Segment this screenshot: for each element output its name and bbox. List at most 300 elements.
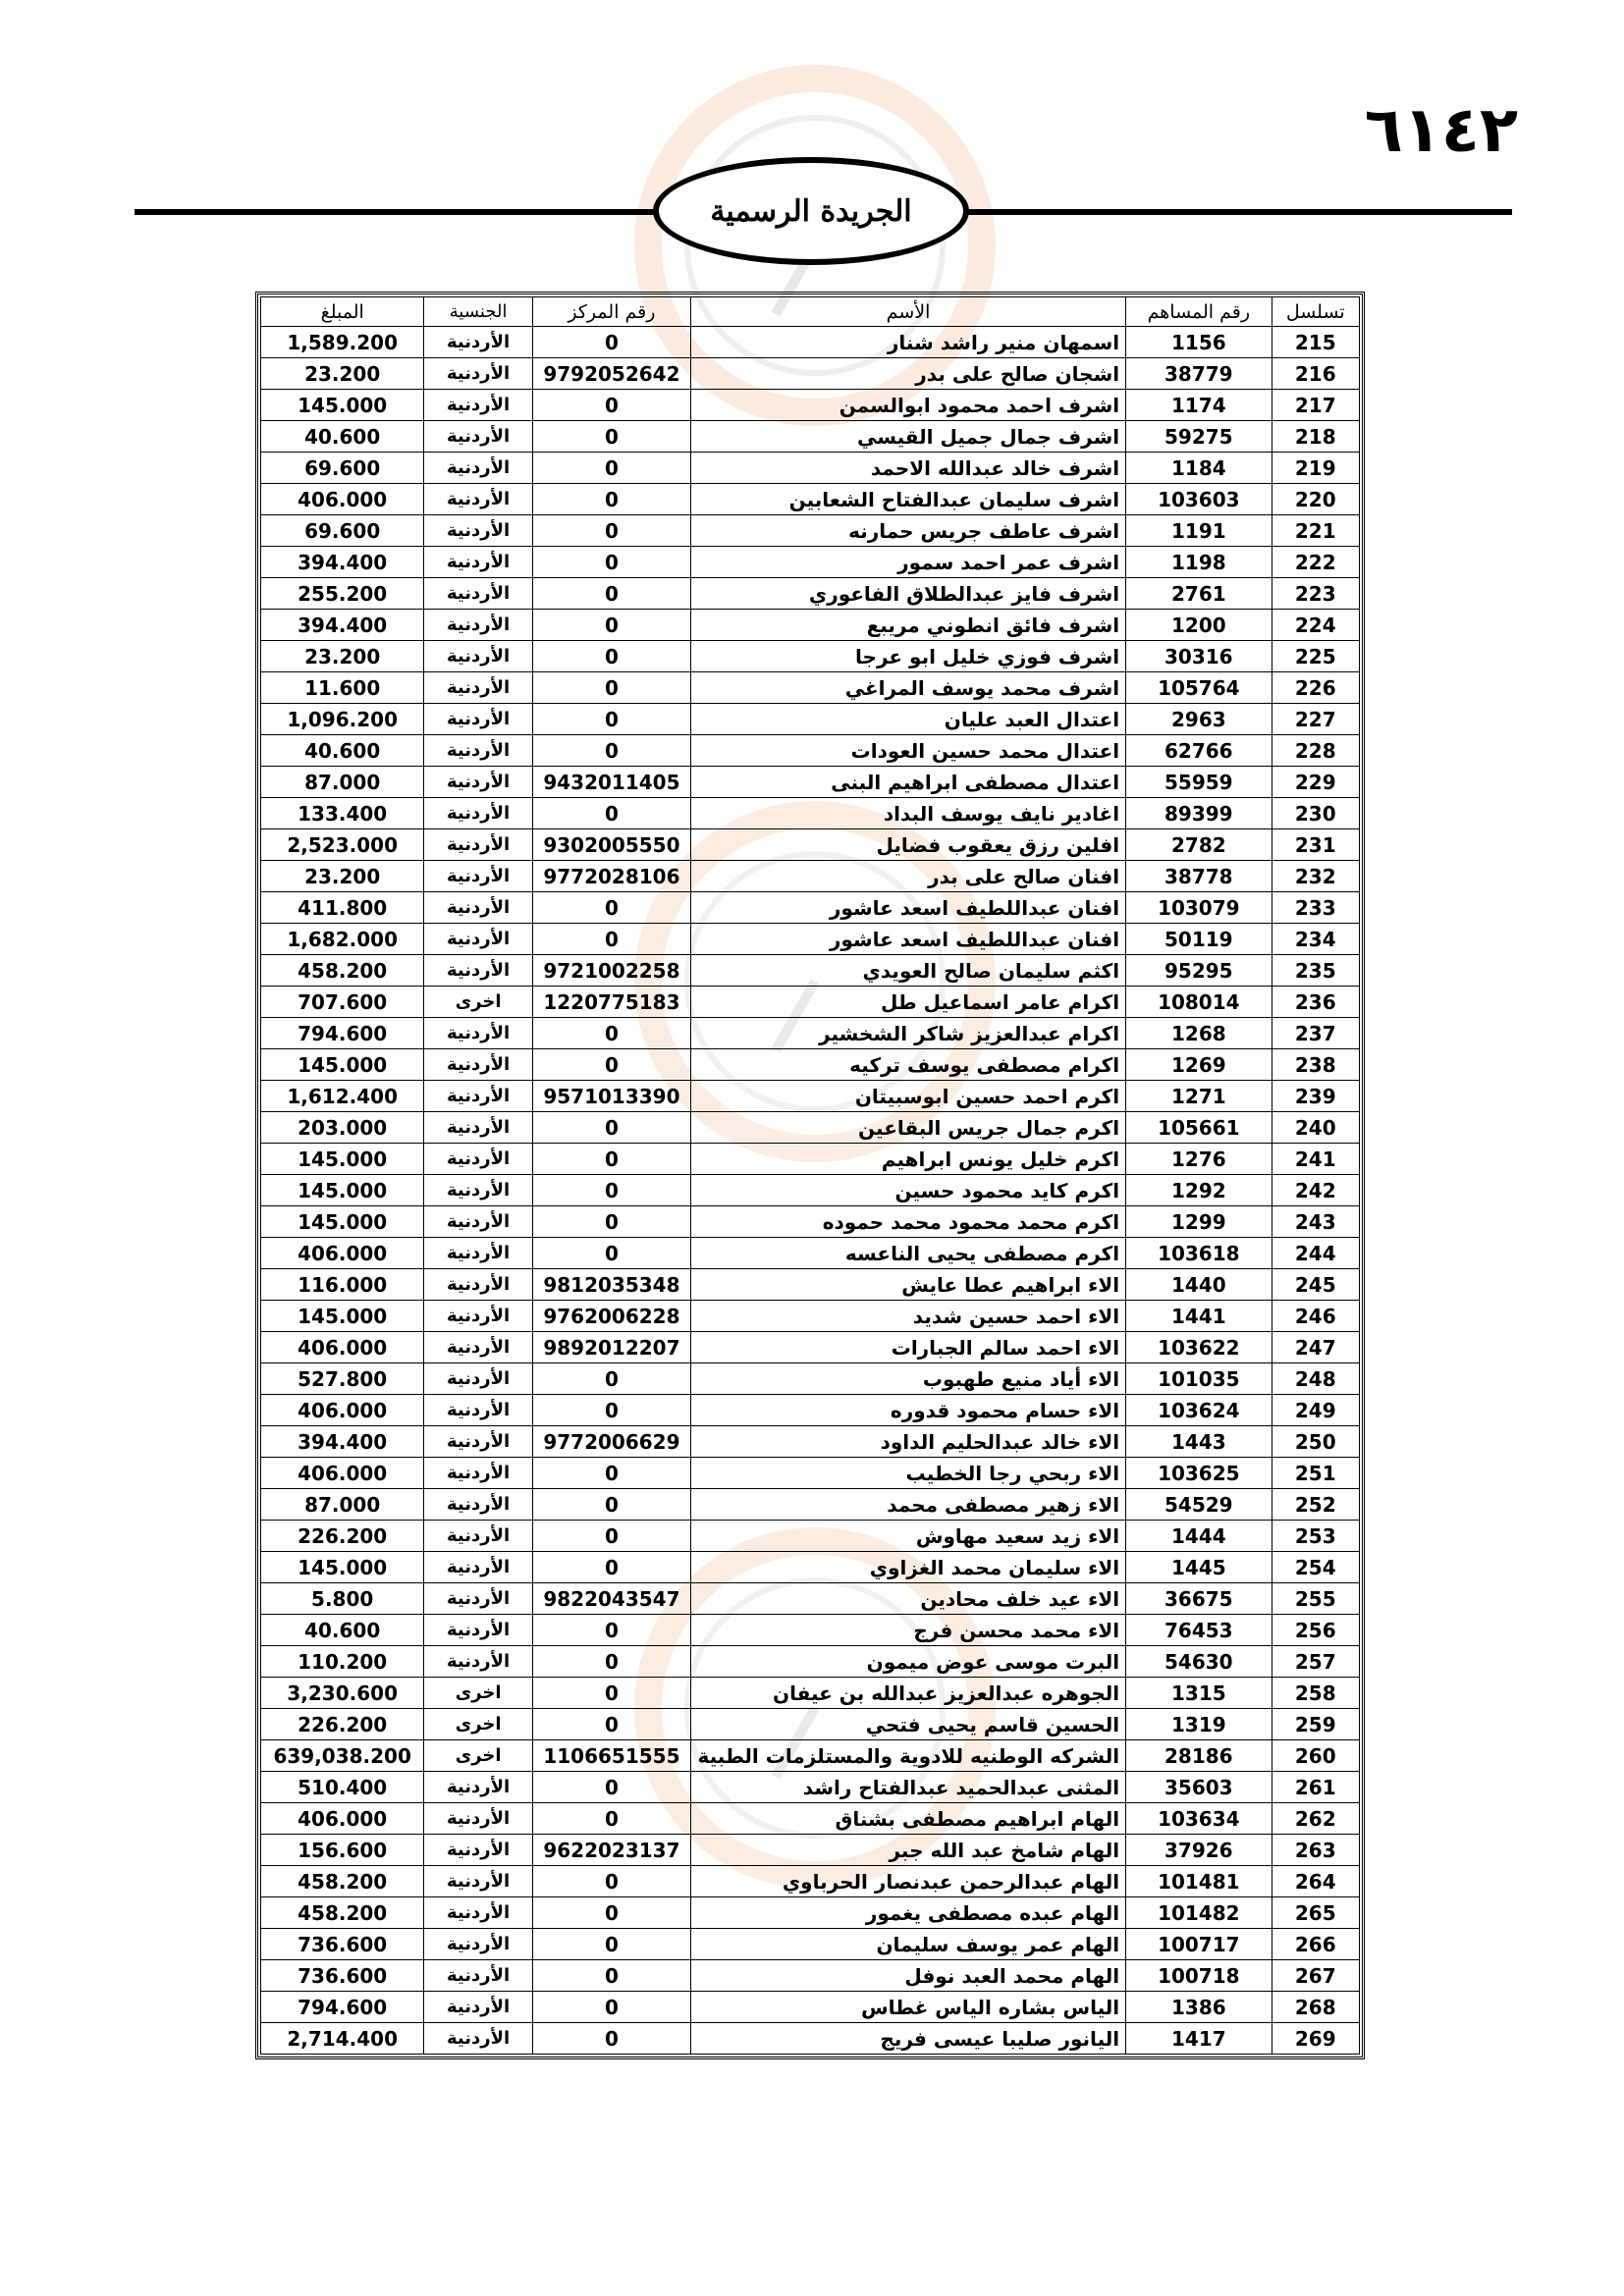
cell-seq: 268 (1272, 1992, 1359, 2023)
cell-shareholder-no: 30316 (1126, 641, 1272, 672)
cell-seq: 237 (1272, 1018, 1359, 1049)
table-row (261, 1269, 1360, 1301)
cell-nationality: الأردنية (424, 484, 533, 515)
cell-name: الاء خالد عبدالحليم الداود (690, 1426, 1125, 1458)
cell-center-no: 9432011405 (532, 767, 690, 798)
cell-amount: 145.000 (261, 1144, 424, 1175)
cell-amount: 1,612.400 (261, 1081, 424, 1112)
table-row (261, 390, 1360, 421)
table-row (261, 421, 1360, 453)
cell-name: الهام محمد العبد نوفل (690, 1960, 1125, 1992)
cell-shareholder-no: 1441 (1126, 1301, 1272, 1332)
header-oval (653, 157, 969, 265)
table-row (261, 1678, 1360, 1709)
cell-seq: 223 (1272, 578, 1359, 610)
table-row (261, 1458, 1360, 1489)
table-row (261, 1992, 1360, 2023)
cell-seq: 228 (1272, 735, 1359, 767)
cell-seq: 269 (1272, 2023, 1359, 2055)
cell-amount: 2,523.000 (261, 829, 424, 861)
cell-name: اكرم جمال جريس البقاعين (690, 1112, 1125, 1144)
cell-shareholder-no: 1268 (1126, 1018, 1272, 1049)
cell-amount: 87.000 (261, 767, 424, 798)
cell-seq: 261 (1272, 1772, 1359, 1803)
cell-seq: 232 (1272, 861, 1359, 892)
cell-shareholder-no: 54529 (1126, 1489, 1272, 1521)
cell-seq: 241 (1272, 1144, 1359, 1175)
cell-shareholder-no: 105764 (1126, 672, 1272, 704)
cell-name: اسمهان منير راشد شنار (690, 327, 1125, 358)
cell-center-no: 0 (532, 672, 690, 704)
table-row (261, 547, 1360, 578)
table-row (261, 578, 1360, 610)
cell-nationality: الأردنية (424, 924, 533, 955)
cell-nationality: الأردنية (424, 1206, 533, 1238)
cell-shareholder-no: 89399 (1126, 798, 1272, 829)
cell-nationality: الأردنية (424, 641, 533, 672)
cell-shareholder-no: 1299 (1126, 1206, 1272, 1238)
col-name-header: الأسم (690, 297, 1125, 327)
cell-shareholder-no: 103624 (1126, 1395, 1272, 1426)
cell-name: الياس بشاره الياس غطاس (690, 1992, 1125, 2023)
cell-nationality: الأردنية (424, 955, 533, 987)
cell-seq: 252 (1272, 1489, 1359, 1521)
cell-nationality: الأردنية (424, 767, 533, 798)
cell-shareholder-no: 95295 (1126, 955, 1272, 987)
cell-nationality: الأردنية (424, 1552, 533, 1583)
table-row (261, 484, 1360, 515)
table-row (261, 1835, 1360, 1866)
cell-center-no: 9622023137 (532, 1835, 690, 1866)
cell-center-no: 0 (532, 421, 690, 453)
table-row (261, 1772, 1360, 1803)
cell-name: الاء حسام محمود قدوره (690, 1395, 1125, 1426)
cell-seq: 219 (1272, 453, 1359, 484)
cell-name: اشجان صالح على بدر (690, 358, 1125, 390)
cell-nationality: الأردنية (424, 610, 533, 641)
cell-amount: 736.600 (261, 1929, 424, 1960)
cell-name: اشرف خالد عبدالله الاحمد (690, 453, 1125, 484)
cell-amount: 458.200 (261, 1866, 424, 1897)
cell-amount: 411.800 (261, 892, 424, 924)
cell-amount: 406.000 (261, 1395, 424, 1426)
cell-seq: 220 (1272, 484, 1359, 515)
cell-center-no: 0 (532, 892, 690, 924)
cell-center-no: 0 (532, 1615, 690, 1646)
cell-nationality: الأردنية (424, 515, 533, 547)
cell-seq: 259 (1272, 1709, 1359, 1740)
cell-shareholder-no: 1276 (1126, 1144, 1272, 1175)
cell-amount: 40.600 (261, 421, 424, 453)
table-row (261, 453, 1360, 484)
table-row (261, 829, 1360, 861)
cell-center-no: 0 (532, 1144, 690, 1175)
cell-center-no: 0 (532, 1018, 690, 1049)
cell-name: الهام عبده مصطفى يغمور (690, 1897, 1125, 1929)
cell-shareholder-no: 1271 (1126, 1081, 1272, 1112)
cell-seq: 239 (1272, 1081, 1359, 1112)
cell-center-no: 0 (532, 704, 690, 735)
cell-nationality: الأردنية (424, 735, 533, 767)
cell-name: الاء عيد خلف محادين (690, 1583, 1125, 1615)
cell-center-no: 0 (532, 1772, 690, 1803)
cell-center-no: 0 (532, 1521, 690, 1552)
cell-name: اشرف فوزي خليل ابو عرجا (690, 641, 1125, 672)
cell-amount: 110.200 (261, 1646, 424, 1678)
cell-name: الهام عبدالرحمن عبدنصار الحرباوي (690, 1866, 1125, 1897)
cell-nationality: الأردنية (424, 1897, 533, 1929)
table-row (261, 358, 1360, 390)
cell-shareholder-no: 1198 (1126, 547, 1272, 578)
gazette-title: الجريدة الرسمية (710, 193, 912, 229)
cell-seq: 260 (1272, 1740, 1359, 1772)
table-row (261, 1552, 1360, 1583)
col-center-no-header: رقم المركز (532, 297, 690, 327)
cell-nationality: الأردنية (424, 1521, 533, 1552)
cell-amount: 23.200 (261, 358, 424, 390)
cell-center-no: 0 (532, 1049, 690, 1081)
cell-seq: 267 (1272, 1960, 1359, 1992)
cell-amount: 145.000 (261, 1175, 424, 1206)
cell-nationality: الأردنية (424, 1363, 533, 1395)
cell-amount: 40.600 (261, 735, 424, 767)
cell-name: الاء أياد منيع طهبوب (690, 1363, 1125, 1395)
cell-name: الاء زهير مصطفى محمد (690, 1489, 1125, 1521)
cell-center-no: 0 (532, 1678, 690, 1709)
table-row (261, 1929, 1360, 1960)
cell-amount: 145.000 (261, 1206, 424, 1238)
cell-nationality: الأردنية (424, 1018, 533, 1049)
cell-shareholder-no: 1319 (1126, 1709, 1272, 1740)
table-row (261, 798, 1360, 829)
col-seq-header: تسلسل (1272, 297, 1359, 327)
cell-amount: 145.000 (261, 1552, 424, 1583)
cell-nationality: اخرى (424, 1678, 533, 1709)
table-row (261, 1489, 1360, 1521)
cell-seq: 245 (1272, 1269, 1359, 1301)
cell-shareholder-no: 101481 (1126, 1866, 1272, 1897)
cell-center-no: 9792052642 (532, 358, 690, 390)
cell-seq: 253 (1272, 1521, 1359, 1552)
table-row (261, 1049, 1360, 1081)
cell-nationality: الأردنية (424, 1992, 533, 2023)
table-row (261, 704, 1360, 735)
cell-amount: 40.600 (261, 1615, 424, 1646)
cell-shareholder-no: 38779 (1126, 358, 1272, 390)
cell-shareholder-no: 2963 (1126, 704, 1272, 735)
cell-center-no: 9721002258 (532, 955, 690, 987)
cell-center-no: 0 (532, 515, 690, 547)
cell-name: اكرم محمد محمود محمد حموده (690, 1206, 1125, 1238)
cell-shareholder-no: 101035 (1126, 1363, 1272, 1395)
cell-seq: 249 (1272, 1395, 1359, 1426)
cell-seq: 233 (1272, 892, 1359, 924)
cell-center-no: 9892012207 (532, 1332, 690, 1363)
cell-seq: 238 (1272, 1049, 1359, 1081)
table-row (261, 987, 1360, 1018)
cell-name: اكرام عبدالعزيز شاكر الشخشير (690, 1018, 1125, 1049)
cell-amount: 794.600 (261, 1018, 424, 1049)
cell-seq: 234 (1272, 924, 1359, 955)
cell-center-no: 9812035348 (532, 1269, 690, 1301)
cell-shareholder-no: 59275 (1126, 421, 1272, 453)
cell-name: افنان عبداللطيف اسعد عاشور (690, 924, 1125, 955)
cell-amount: 145.000 (261, 1301, 424, 1332)
cell-shareholder-no: 103622 (1126, 1332, 1272, 1363)
cell-amount: 5.800 (261, 1583, 424, 1615)
table-row (261, 1583, 1360, 1615)
cell-center-no: 0 (532, 453, 690, 484)
cell-seq: 230 (1272, 798, 1359, 829)
cell-center-no: 9302005550 (532, 829, 690, 861)
table-row (261, 1426, 1360, 1458)
cell-center-no: 0 (532, 1112, 690, 1144)
cell-amount: 736.600 (261, 1960, 424, 1992)
cell-nationality: الأردنية (424, 829, 533, 861)
cell-seq: 264 (1272, 1866, 1359, 1897)
table-row (261, 1521, 1360, 1552)
table-row (261, 1206, 1360, 1238)
table-row (261, 1960, 1360, 1992)
cell-shareholder-no: 54630 (1126, 1646, 1272, 1678)
cell-seq: 256 (1272, 1615, 1359, 1646)
cell-seq: 263 (1272, 1835, 1359, 1866)
cell-shareholder-no: 103618 (1126, 1238, 1272, 1269)
cell-shareholder-no: 103634 (1126, 1803, 1272, 1835)
table-row (261, 1238, 1360, 1269)
cell-amount: 11.600 (261, 672, 424, 704)
cell-shareholder-no: 105661 (1126, 1112, 1272, 1144)
table-header-row (261, 297, 1360, 327)
cell-shareholder-no: 55959 (1126, 767, 1272, 798)
cell-name: الاء احمد حسين شديد (690, 1301, 1125, 1332)
cell-amount: 255.200 (261, 578, 424, 610)
cell-shareholder-no: 1200 (1126, 610, 1272, 641)
cell-name: الاء ابراهيم عطا عايش (690, 1269, 1125, 1301)
cell-name: اكرم احمد حسين ابوسبيتان (690, 1081, 1125, 1112)
col-shareholder-no-header: رقم المساهم (1126, 297, 1272, 327)
cell-seq: 229 (1272, 767, 1359, 798)
cell-shareholder-no: 1269 (1126, 1049, 1272, 1081)
table-row (261, 2023, 1360, 2055)
cell-shareholder-no: 1292 (1126, 1175, 1272, 1206)
cell-center-no: 0 (532, 641, 690, 672)
table-row (261, 1363, 1360, 1395)
cell-name: اشرف عمر احمد سمور (690, 547, 1125, 578)
cell-shareholder-no: 103079 (1126, 892, 1272, 924)
cell-name: اكرام مصطفى يوسف تركيه (690, 1049, 1125, 1081)
cell-amount: 145.000 (261, 390, 424, 421)
cell-center-no: 0 (532, 1709, 690, 1740)
cell-nationality: الأردنية (424, 1395, 533, 1426)
cell-center-no: 0 (532, 1206, 690, 1238)
cell-seq: 224 (1272, 610, 1359, 641)
table-row (261, 1740, 1360, 1772)
cell-amount: 133.400 (261, 798, 424, 829)
cell-shareholder-no: 28186 (1126, 1740, 1272, 1772)
cell-seq: 246 (1272, 1301, 1359, 1332)
cell-shareholder-no: 1315 (1126, 1678, 1272, 1709)
cell-name: الاء زيد سعيد مهاوش (690, 1521, 1125, 1552)
cell-name: افلين رزق يعقوب فضايل (690, 829, 1125, 861)
cell-nationality: الأردنية (424, 358, 533, 390)
cell-name: اشرف محمد يوسف المراغي (690, 672, 1125, 704)
cell-amount: 1,682.000 (261, 924, 424, 955)
table-row (261, 515, 1360, 547)
cell-amount: 69.600 (261, 515, 424, 547)
cell-name: اكرام عامر اسماعيل طل (690, 987, 1125, 1018)
cell-center-no: 0 (532, 1552, 690, 1583)
cell-seq: 236 (1272, 987, 1359, 1018)
cell-nationality: اخرى (424, 1709, 533, 1740)
cell-shareholder-no: 37926 (1126, 1835, 1272, 1866)
cell-seq: 250 (1272, 1426, 1359, 1458)
cell-name: الهام ابراهيم مصطفى بشناق (690, 1803, 1125, 1835)
cell-amount: 1,096.200 (261, 704, 424, 735)
table-row (261, 1018, 1360, 1049)
cell-amount: 639,038.200 (261, 1740, 424, 1772)
cell-amount: 203.000 (261, 1112, 424, 1144)
cell-center-no: 0 (532, 1395, 690, 1426)
cell-seq: 235 (1272, 955, 1359, 987)
cell-amount: 458.200 (261, 1897, 424, 1929)
cell-name: اليانور صليبا عيسى فريج (690, 2023, 1125, 2055)
cell-seq: 231 (1272, 829, 1359, 861)
cell-name: الاء سليمان محمد الغزاوي (690, 1552, 1125, 1583)
cell-name: افنان عبداللطيف اسعد عاشور (690, 892, 1125, 924)
cell-seq: 227 (1272, 704, 1359, 735)
cell-shareholder-no: 1174 (1126, 390, 1272, 421)
cell-center-no: 9772028106 (532, 861, 690, 892)
cell-nationality: الأردنية (424, 798, 533, 829)
table-body (261, 327, 1360, 2055)
cell-amount: 145.000 (261, 1049, 424, 1081)
cell-nationality: الأردنية (424, 1458, 533, 1489)
cell-shareholder-no: 50119 (1126, 924, 1272, 955)
cell-nationality: الأردنية (424, 390, 533, 421)
table-row (261, 641, 1360, 672)
table-row (261, 861, 1360, 892)
cell-amount: 394.400 (261, 547, 424, 578)
cell-center-no: 0 (532, 1803, 690, 1835)
table-row (261, 735, 1360, 767)
cell-center-no: 0 (532, 390, 690, 421)
cell-center-no: 0 (532, 578, 690, 610)
cell-name: اكثم سليمان صالح العويدي (690, 955, 1125, 987)
cell-nationality: الأردنية (424, 2023, 533, 2055)
cell-nationality: الأردنية (424, 1772, 533, 1803)
cell-nationality: الأردنية (424, 578, 533, 610)
cell-shareholder-no: 1156 (1126, 327, 1272, 358)
cell-amount: 116.000 (261, 1269, 424, 1301)
cell-amount: 406.000 (261, 1238, 424, 1269)
cell-center-no: 0 (532, 1458, 690, 1489)
cell-nationality: اخرى (424, 987, 533, 1018)
cell-nationality: الأردنية (424, 1238, 533, 1269)
cell-shareholder-no: 2782 (1126, 829, 1272, 861)
cell-nationality: الأردنية (424, 892, 533, 924)
cell-center-no: 0 (532, 1363, 690, 1395)
cell-nationality: الأردنية (424, 1175, 533, 1206)
cell-seq: 265 (1272, 1897, 1359, 1929)
col-amount-header: المبلغ (261, 297, 424, 327)
cell-seq: 222 (1272, 547, 1359, 578)
cell-name: اكرم خليل يونس ابراهيم (690, 1144, 1125, 1175)
table-row (261, 767, 1360, 798)
cell-name: اشرف عاطف جريس حمارنه (690, 515, 1125, 547)
cell-center-no: 0 (532, 1992, 690, 2023)
cell-nationality: الأردنية (424, 1332, 533, 1363)
cell-seq: 266 (1272, 1929, 1359, 1960)
cell-seq: 226 (1272, 672, 1359, 704)
cell-seq: 216 (1272, 358, 1359, 390)
cell-seq: 248 (1272, 1363, 1359, 1395)
cell-nationality: اخرى (424, 1740, 533, 1772)
cell-nationality: الأردنية (424, 1583, 533, 1615)
cell-center-no: 0 (532, 327, 690, 358)
cell-name: الهام شامخ عبد الله جبر (690, 1835, 1125, 1866)
cell-nationality: الأردنية (424, 547, 533, 578)
cell-seq: 217 (1272, 390, 1359, 421)
cell-shareholder-no: 100718 (1126, 1960, 1272, 1992)
cell-amount: 2,714.400 (261, 2023, 424, 2055)
cell-name: البرت موسى عوض ميمون (690, 1646, 1125, 1678)
cell-name: الاء احمد سالم الجبارات (690, 1332, 1125, 1363)
cell-center-no: 9762006228 (532, 1301, 690, 1332)
cell-center-no: 0 (532, 1960, 690, 1992)
cell-center-no: 0 (532, 547, 690, 578)
cell-name: اغادير نايف يوسف البداد (690, 798, 1125, 829)
cell-center-no: 0 (532, 1897, 690, 1929)
cell-shareholder-no: 103603 (1126, 484, 1272, 515)
table-row (261, 1866, 1360, 1897)
cell-nationality: الأردنية (424, 327, 533, 358)
cell-amount: 406.000 (261, 1332, 424, 1363)
cell-name: الاء محمد محسن فرج (690, 1615, 1125, 1646)
cell-amount: 23.200 (261, 641, 424, 672)
table-row (261, 610, 1360, 641)
table-row (261, 1112, 1360, 1144)
table-row (261, 1395, 1360, 1426)
cell-shareholder-no: 1386 (1126, 1992, 1272, 2023)
cell-amount: 394.400 (261, 610, 424, 641)
cell-amount: 156.600 (261, 1835, 424, 1866)
cell-shareholder-no: 35603 (1126, 1772, 1272, 1803)
cell-name: اكرم مصطفى يحيى الناعسه (690, 1238, 1125, 1269)
cell-shareholder-no: 1443 (1126, 1426, 1272, 1458)
cell-name: اشرف فائق انطوني مريبع (690, 610, 1125, 641)
cell-seq: 240 (1272, 1112, 1359, 1144)
cell-nationality: الأردنية (424, 1081, 533, 1112)
cell-nationality: الأردنية (424, 1144, 533, 1175)
cell-nationality: الأردنية (424, 421, 533, 453)
cell-name: الحسين قاسم يحيى فتحي (690, 1709, 1125, 1740)
cell-seq: 218 (1272, 421, 1359, 453)
cell-shareholder-no: 1417 (1126, 2023, 1272, 2055)
cell-amount: 226.200 (261, 1521, 424, 1552)
table-row (261, 1175, 1360, 1206)
shareholders-table (260, 296, 1360, 2055)
cell-seq: 257 (1272, 1646, 1359, 1678)
cell-name: اعتدال العبد عليان (690, 704, 1125, 735)
cell-center-no: 0 (532, 1646, 690, 1678)
table-row (261, 892, 1360, 924)
table-row (261, 1709, 1360, 1740)
cell-nationality: الأردنية (424, 1426, 533, 1458)
cell-name: المثنى عبدالحميد عبدالفتاح راشد (690, 1772, 1125, 1803)
table-row (261, 672, 1360, 704)
cell-center-no: 1220775183 (532, 987, 690, 1018)
